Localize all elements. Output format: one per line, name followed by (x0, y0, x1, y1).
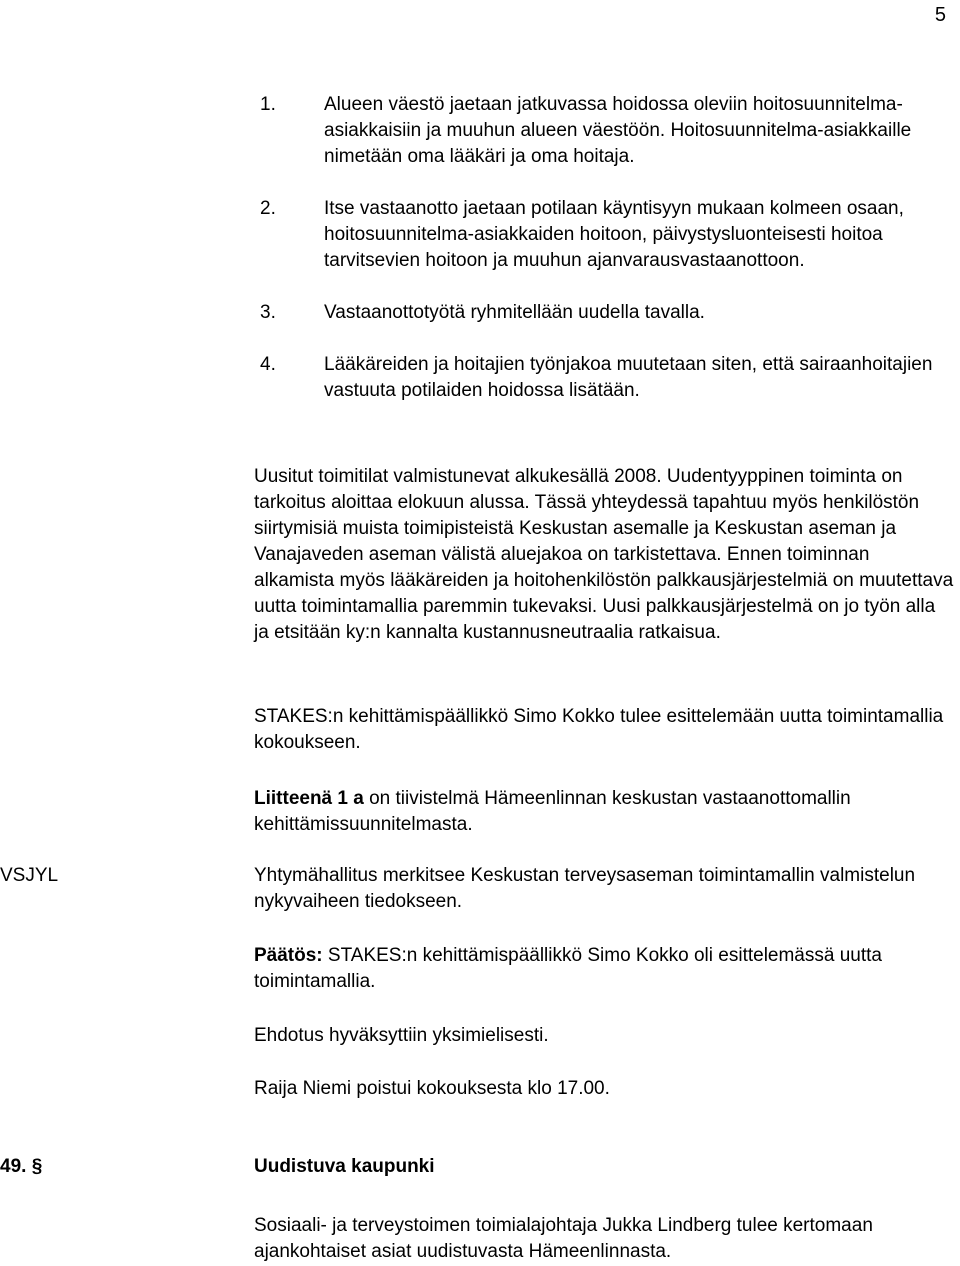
list-item-number: 2. (260, 198, 276, 219)
list-item (260, 300, 960, 326)
list-item-number: 3. (260, 302, 276, 323)
list-item (260, 196, 960, 274)
list-item-text: Vastaanottotyötä ryhmitellään uudella tavalla. (324, 302, 705, 323)
paragraph-facilities (254, 464, 954, 646)
list-item-text: Itse vastaanotto jaetaan potilaan käyntisyyn mukaan kolmeen osaan, hoitosuunnitelma-asiakkaiden hoitoon, päivystysluonteisesti hoitoa tarvitsevien hoitoon ja muuhun ajanvarausvastaanottoon. (324, 198, 904, 271)
vsjyl-label: VSJYL (0, 865, 59, 886)
paragraph-text (254, 786, 954, 838)
paragraph-leaving (254, 1076, 954, 1102)
list-item (260, 352, 960, 404)
paragraph-stakes (254, 704, 954, 756)
attachment-text: on tiivistelmä Hämeenlinnan keskustan vastaanottomallin kehittämissuunnitelmasta. (254, 788, 851, 835)
paragraph-text: Raija Niemi poistui kokouksesta klo 17.00. (254, 1078, 610, 1099)
paragraph-text (254, 943, 954, 995)
paragraph-vsjyl (254, 863, 954, 915)
section-number: 49. § (0, 1156, 43, 1177)
list-item-number: 1. (260, 94, 276, 115)
paragraph-decision (254, 943, 954, 995)
decision-label: Päätös: (254, 945, 323, 966)
list-item-number: 4. (260, 354, 276, 375)
list-item (260, 92, 960, 170)
numbered-list (260, 92, 960, 430)
paragraph-text: STAKES:n kehittämispäällikkö Simo Kokko tulee esittelemään uutta toimintamallia kokoukseen. (254, 706, 944, 753)
paragraph-attachment (254, 786, 954, 838)
paragraph-proposal (254, 1023, 954, 1049)
section-title: Uudistuva kaupunki (254, 1156, 435, 1177)
paragraph-text: Sosiaali- ja terveystoimen toimialajohtaja Jukka Lindberg tulee kertomaan ajankohtaiset asiat uudistuvasta Hämeenlinnasta. (254, 1215, 873, 1262)
paragraph-text: Yhtymähallitus merkitsee Keskustan terveysaseman toimintamallin valmistelun nykyvaiheen tiedokseen. (254, 865, 916, 912)
attachment-label: Liitteenä 1 a (254, 788, 364, 809)
paragraph-section (254, 1213, 954, 1265)
list-item-text: Alueen väestö jaetaan jatkuvassa hoidossa oleviin hoitosuunnitelma-asiakkaisiin ja muuhun alueen väestöön. Hoitosuunnitelma-asiakkaille nimetään oma lääkäri ja oma hoitaja. (324, 94, 912, 167)
paragraph-text: Ehdotus hyväksyttiin yksimielisesti. (254, 1025, 549, 1046)
page-number: 5 (934, 4, 946, 26)
decision-text: STAKES:n kehittämispäällikkö Simo Kokko oli esittelemässä uutta toimintamallia. (254, 945, 882, 992)
list-item-text: Lääkäreiden ja hoitajien työnjakoa muutetaan siten, että sairaanhoitajien vastuuta potilaiden hoidossa lisätään. (324, 354, 933, 401)
paragraph-text: Uusitut toimitilat valmistunevat alkukesällä 2008. Uudentyyppinen toiminta on tarkoitus aloittaa elokuun alussa. Tässä yhteydessä tapahtuu myös henkilöstön siirtymisiä muista toimipisteistä Keskustan asemalle ja Keskustan aseman ja Vanajaveden aseman välistä aluejakoa on tarkistettava. Ennen toiminnan alkamista myös lääkäreiden ja hoitohenkilöstön palkkausjärjestelmiä on muutettava uutta toimintamallia paremmin tukevaksi. Uusi palkkausjärjestelmä on jo työn alla ja etsitään ky:n kannalta kustannusneutraalia ratkaisua. (254, 466, 954, 643)
